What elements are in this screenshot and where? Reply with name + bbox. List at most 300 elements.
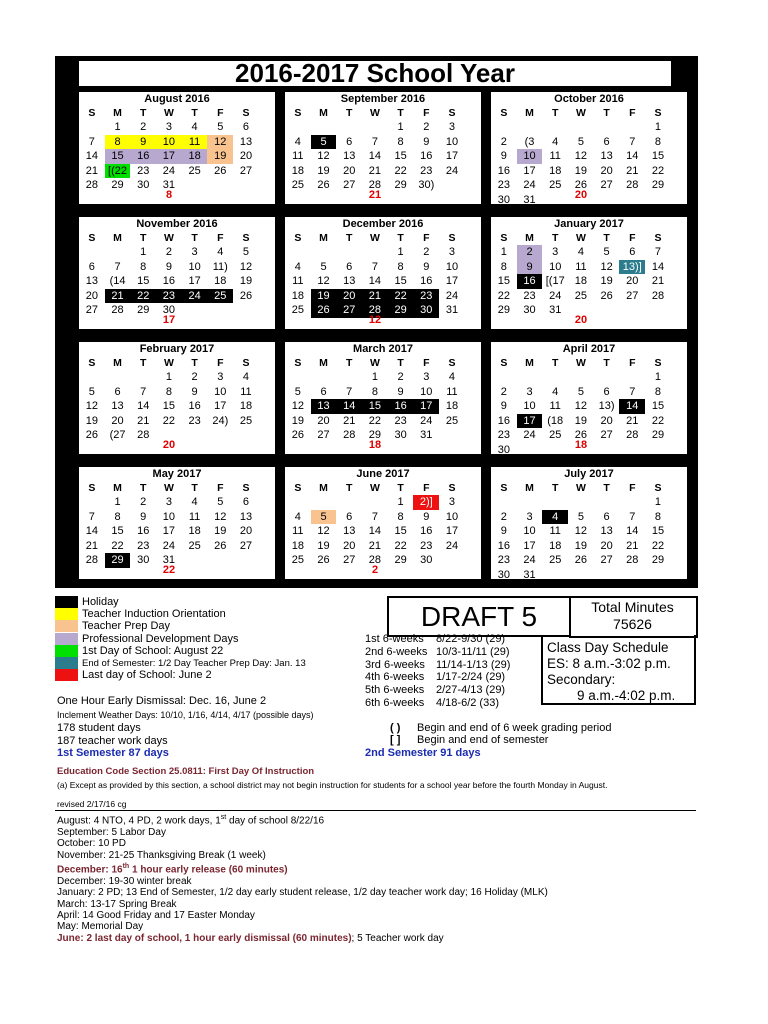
week-row bbox=[285, 274, 465, 289]
day-cell: 24 bbox=[549, 289, 562, 302]
day-cell: 27 bbox=[343, 554, 356, 566]
week-row bbox=[285, 245, 465, 260]
day-cell: 13 bbox=[111, 400, 124, 412]
day-cell: 27 bbox=[626, 289, 639, 302]
day-cell: 8 bbox=[397, 260, 404, 273]
day-cell: 9 bbox=[423, 135, 430, 148]
day-grid bbox=[79, 120, 259, 193]
day-cell: 11) bbox=[212, 260, 228, 273]
legend-label: Teacher Prep Day bbox=[82, 620, 171, 633]
weekday-label: F bbox=[423, 357, 430, 369]
day-cell: 14 bbox=[85, 150, 98, 162]
day-cell: 14 bbox=[626, 525, 639, 537]
day-cell: 12 bbox=[291, 400, 304, 412]
day-cell: 27 bbox=[600, 179, 613, 191]
day-cell bbox=[619, 495, 645, 510]
weekday-label: S bbox=[294, 482, 302, 494]
day-cell: 2 bbox=[165, 246, 172, 258]
day-cell: 20 bbox=[600, 539, 613, 552]
day-cell: 10 bbox=[523, 525, 536, 537]
day-cell: 3 bbox=[191, 246, 198, 258]
day-cell bbox=[285, 245, 311, 260]
day-cell bbox=[362, 245, 388, 260]
day-cell bbox=[285, 370, 311, 385]
day-cell bbox=[362, 495, 388, 510]
day-cell: 16 bbox=[188, 400, 201, 412]
weekday-label: W bbox=[575, 482, 586, 494]
day-cell: 9 bbox=[140, 510, 147, 523]
weekday-label: S bbox=[88, 232, 96, 244]
day-cell: 4 bbox=[242, 371, 250, 383]
day-cell: 31 bbox=[162, 554, 176, 566]
day-cell: 21 bbox=[137, 414, 150, 427]
day-cell: 15 bbox=[362, 399, 388, 414]
day-cell bbox=[105, 245, 131, 260]
day-cell: 5 bbox=[217, 496, 224, 508]
day-cell: 17 bbox=[214, 400, 227, 412]
weekday-label: S bbox=[242, 357, 250, 369]
weekday-label: S bbox=[654, 357, 662, 369]
weekday-label: S bbox=[242, 482, 250, 494]
day-cell: 15 bbox=[137, 275, 150, 287]
day-cell bbox=[336, 370, 362, 385]
week-row bbox=[285, 385, 465, 400]
weekday-label: T bbox=[552, 482, 559, 494]
weekday-label: T bbox=[140, 232, 147, 244]
semester-symbol: [ ] bbox=[390, 734, 401, 746]
grading-period-range: 11/14-1/13 (29) bbox=[436, 658, 511, 671]
day-cell: 3 bbox=[526, 385, 533, 398]
day-cell: 23 bbox=[137, 164, 150, 177]
day-cell: 10 bbox=[517, 149, 543, 164]
instruction-day-count: 18 bbox=[368, 439, 382, 451]
weekday-label: M bbox=[525, 482, 534, 494]
semester-text: Begin and end of semester bbox=[417, 734, 549, 746]
day-cell: 7 bbox=[629, 385, 636, 398]
day-cell: 6 bbox=[603, 385, 610, 398]
day-cell bbox=[362, 120, 388, 135]
six-weeks-list bbox=[365, 633, 540, 710]
day-cell: 10 bbox=[549, 260, 562, 273]
day-cell: 22 bbox=[130, 289, 156, 304]
day-cell: 25 bbox=[574, 289, 588, 302]
day-cell bbox=[79, 245, 105, 260]
day-cell: (14 bbox=[109, 275, 126, 287]
day-cell: 30 bbox=[420, 554, 433, 566]
weekday-label: S bbox=[500, 357, 508, 369]
day-cell: 16 bbox=[517, 274, 543, 289]
week-row bbox=[79, 414, 259, 429]
day-cell: 29 bbox=[105, 553, 131, 568]
note-apr: April: 14 Good Friday and 17 Easter Monday bbox=[57, 909, 255, 921]
week-row bbox=[285, 370, 465, 385]
day-cell: 7 bbox=[371, 135, 378, 148]
day-cell: 2 bbox=[517, 245, 543, 260]
day-cell: 27 bbox=[336, 303, 362, 318]
day-cell bbox=[336, 120, 362, 135]
day-cell: 27 bbox=[600, 429, 613, 441]
day-cell: 28 bbox=[626, 429, 639, 441]
weekday-label: T bbox=[140, 482, 147, 494]
day-cell: 22 bbox=[497, 289, 510, 302]
weekday-label: W bbox=[575, 107, 586, 119]
day-cell: 9 bbox=[165, 260, 172, 273]
day-cell: 23 bbox=[156, 289, 182, 304]
day-cell: 5 bbox=[217, 121, 224, 133]
instruction-day-count: 20 bbox=[574, 189, 588, 201]
legend-swatch bbox=[55, 669, 78, 681]
day-cell: 13 bbox=[600, 150, 613, 162]
day-cell: 15 bbox=[394, 275, 407, 287]
early-dismissal: One Hour Early Dismissal: Dec. 16, June 2 bbox=[57, 695, 267, 707]
day-cell: 3 bbox=[552, 246, 559, 258]
student-days: 178 student days bbox=[57, 722, 141, 734]
day-cell: 18 bbox=[291, 539, 304, 552]
grading-period bbox=[365, 697, 540, 710]
note-nov: November: 21-25 Thanksgiving Break (1 week) bbox=[57, 849, 266, 861]
week-row bbox=[79, 245, 259, 260]
day-cell: 30) bbox=[418, 179, 435, 191]
day-cell: 24 bbox=[445, 539, 459, 552]
day-cell: 5 bbox=[320, 260, 327, 273]
day-cell: 31 bbox=[523, 568, 536, 581]
weekday-label: F bbox=[217, 357, 224, 369]
day-cell: 18 bbox=[214, 275, 227, 287]
day-cell: 16 bbox=[420, 525, 433, 537]
day-cell: 19 bbox=[239, 275, 253, 287]
day-cell: 21 bbox=[85, 164, 98, 177]
day-cell: 20 bbox=[600, 164, 613, 177]
weekday-label: T bbox=[397, 232, 404, 244]
day-cell: 23 bbox=[413, 289, 439, 304]
day-cell: 12 bbox=[574, 400, 588, 412]
month-name: September 2016 bbox=[340, 93, 426, 105]
day-cell bbox=[517, 120, 543, 135]
day-cell: 23 bbox=[420, 164, 433, 177]
legend-label: Holiday bbox=[82, 596, 119, 609]
week-row bbox=[285, 135, 465, 150]
day-cell: (18 bbox=[547, 414, 564, 427]
day-cell: 29 bbox=[394, 179, 407, 191]
day-cell bbox=[285, 495, 311, 510]
day-cell: 26 bbox=[214, 164, 227, 177]
weekday-label: W bbox=[163, 357, 174, 369]
day-cell: 6 bbox=[114, 385, 121, 398]
day-cell: 8 bbox=[654, 135, 662, 148]
day-cell: 8 bbox=[397, 510, 404, 523]
day-cell: 4 bbox=[552, 135, 559, 148]
instruction-day-count: 20 bbox=[574, 314, 588, 326]
day-cell: 1 bbox=[654, 371, 662, 383]
day-cell: 3 bbox=[448, 121, 456, 133]
instruction-day-count: 18 bbox=[574, 439, 588, 451]
note-may: May: Memorial Day bbox=[57, 921, 144, 933]
edcode-text: (a) Except as provided by this section, a school district may not begin instruction for students for a school year before the fourth Monday in August. bbox=[57, 780, 608, 790]
day-cell: 23 bbox=[523, 289, 536, 302]
day-cell bbox=[130, 370, 156, 385]
day-cell: 28 bbox=[362, 303, 388, 318]
weekday-label: T bbox=[191, 107, 198, 119]
day-grid bbox=[491, 495, 671, 582]
grading-period-range: 4/18-6/2 (33) bbox=[436, 696, 499, 709]
weekday-label: F bbox=[217, 482, 224, 494]
weekday-label: M bbox=[113, 357, 122, 369]
day-cell: 26 bbox=[85, 429, 98, 441]
day-cell: 5 bbox=[242, 246, 250, 258]
total-minutes-box bbox=[569, 596, 698, 638]
weekday-label: M bbox=[319, 232, 328, 244]
day-grid bbox=[79, 245, 259, 318]
week-row bbox=[79, 274, 259, 289]
day-cell: 18 bbox=[445, 400, 459, 412]
day-grid bbox=[285, 370, 465, 443]
day-cell: 10 bbox=[523, 400, 536, 412]
weekday-header bbox=[285, 482, 465, 494]
day-cell bbox=[285, 120, 311, 135]
day-cell: 26 bbox=[574, 554, 588, 566]
note-jun: June: 2 last day of school, 1 hour early dismissal (60 minutes); 5 Teacher work day bbox=[57, 932, 444, 944]
week-row bbox=[285, 524, 465, 539]
day-cell: 31 bbox=[162, 179, 176, 191]
day-cell: 28 bbox=[626, 179, 639, 191]
weekday-label: T bbox=[552, 357, 559, 369]
weekday-label: S bbox=[88, 357, 96, 369]
day-cell: 25 bbox=[549, 429, 562, 441]
day-cell: 7 bbox=[346, 385, 353, 398]
day-cell: 5 bbox=[603, 246, 610, 258]
day-cell: 11 bbox=[446, 385, 458, 398]
day-cell: 5 bbox=[311, 510, 337, 525]
month-card bbox=[79, 92, 275, 204]
day-cell: 2 bbox=[500, 385, 507, 398]
weekday-label: T bbox=[191, 232, 198, 244]
day-cell: 24 bbox=[523, 429, 536, 441]
instruction-day-count: 17 bbox=[162, 314, 176, 326]
month-card bbox=[491, 467, 687, 579]
week-row bbox=[79, 260, 259, 275]
week-row bbox=[79, 370, 259, 385]
weekday-header bbox=[491, 107, 671, 119]
day-cell: 2 bbox=[423, 121, 430, 133]
legend-item bbox=[55, 669, 385, 681]
legend-item bbox=[55, 608, 385, 620]
month-card bbox=[285, 467, 481, 579]
day-cell: 27 bbox=[343, 179, 356, 191]
day-cell: 22 bbox=[162, 414, 176, 427]
day-cell: 2 bbox=[140, 121, 147, 133]
day-cell: 6 bbox=[629, 246, 636, 258]
day-cell: 23 bbox=[394, 414, 407, 427]
month-card bbox=[79, 342, 275, 454]
weekday-label: S bbox=[242, 232, 250, 244]
week-row bbox=[79, 164, 259, 179]
month-name: August 2016 bbox=[144, 93, 210, 105]
day-cell: 29 bbox=[388, 303, 414, 318]
day-cell: 8 bbox=[140, 260, 147, 273]
day-cell: 10 bbox=[162, 510, 176, 523]
weekday-label: F bbox=[423, 482, 430, 494]
day-cell: 25 bbox=[549, 554, 562, 566]
day-cell: 13 bbox=[85, 275, 98, 287]
day-cell: 19 bbox=[317, 539, 330, 552]
day-cell bbox=[79, 495, 105, 510]
weekday-label: T bbox=[603, 357, 610, 369]
day-cell: 23 bbox=[420, 539, 433, 552]
weekday-header bbox=[491, 357, 671, 369]
legend-swatch bbox=[55, 645, 78, 657]
week-row bbox=[79, 120, 259, 135]
day-cell bbox=[517, 370, 543, 385]
note-jan: January: 2 PD; 13 End of Semester, 1/2 day early student release, 1/2 day teacher work day; 16 Holiday (MLK) bbox=[57, 887, 548, 899]
note-mar: March: 13-17 Spring Break bbox=[57, 898, 177, 910]
weekday-label: S bbox=[448, 357, 456, 369]
week-row bbox=[285, 120, 465, 135]
day-cell: 26 bbox=[574, 179, 588, 191]
week-row bbox=[79, 510, 259, 525]
day-cell: 21 bbox=[343, 414, 356, 427]
weekday-label: T bbox=[191, 357, 198, 369]
day-cell: 5 bbox=[88, 385, 95, 398]
day-cell: 9 bbox=[423, 260, 430, 273]
day-cell: 2)] bbox=[413, 495, 439, 510]
weekday-label: F bbox=[629, 357, 636, 369]
week-row bbox=[79, 399, 259, 414]
day-cell: 25 bbox=[549, 179, 562, 191]
day-cell: 24 bbox=[523, 554, 536, 566]
day-cell: 21 bbox=[626, 539, 639, 552]
day-cell: 11 bbox=[549, 150, 561, 162]
day-cell: 29 bbox=[111, 179, 124, 191]
day-cell: 15 bbox=[497, 275, 510, 287]
week-row bbox=[491, 568, 671, 583]
day-cell: 24 bbox=[445, 164, 459, 177]
day-grid bbox=[285, 495, 465, 568]
month-name: December 2016 bbox=[342, 218, 424, 230]
weekday-label: M bbox=[525, 357, 534, 369]
day-cell: 4 bbox=[577, 246, 584, 258]
day-cell: 6 bbox=[242, 496, 250, 508]
grading-period bbox=[365, 633, 540, 646]
day-cell: 24 bbox=[162, 164, 176, 177]
day-cell: 6 bbox=[346, 135, 353, 148]
day-cell: 12 bbox=[600, 260, 613, 273]
weekday-label: W bbox=[575, 357, 586, 369]
grading-period-label: 1st 6-weeks bbox=[365, 633, 424, 645]
day-cell: 16 bbox=[497, 164, 510, 177]
day-cell: 1 bbox=[654, 496, 662, 508]
day-cell: 18 bbox=[549, 539, 562, 552]
month-name: April 2017 bbox=[562, 343, 616, 355]
day-cell: 4 bbox=[191, 121, 198, 133]
day-cell: 3 bbox=[165, 496, 172, 508]
day-cell: 28 bbox=[85, 554, 98, 566]
day-cell: 5 bbox=[577, 510, 584, 523]
day-cell bbox=[311, 370, 337, 385]
schedule-es: ES: 8 a.m.-3:02 p.m. bbox=[547, 656, 671, 671]
day-cell: 20 bbox=[343, 164, 356, 177]
legend-item bbox=[55, 645, 385, 657]
day-cell: 7 bbox=[140, 385, 147, 398]
grading-period-label: 6th 6-weeks bbox=[365, 696, 425, 709]
day-cell: 15 bbox=[651, 525, 665, 537]
weekday-label: T bbox=[552, 232, 559, 244]
day-cell: 22 bbox=[651, 539, 665, 552]
weekday-header bbox=[79, 482, 259, 494]
day-cell: 2 bbox=[500, 510, 507, 523]
day-cell: 4 bbox=[191, 496, 198, 508]
schedule-secondary: 9 a.m.-4:02 p.m. bbox=[577, 688, 676, 703]
day-cell: 6 bbox=[320, 385, 327, 398]
day-grid bbox=[491, 245, 671, 318]
day-cell: 9 bbox=[397, 385, 404, 398]
month-card bbox=[79, 217, 275, 329]
day-cell: 2 bbox=[500, 135, 507, 148]
day-cell: 23 bbox=[497, 554, 510, 566]
schedule-secondary-label: Secondary: bbox=[547, 672, 616, 687]
day-cell: 12 bbox=[239, 260, 253, 273]
legend-label: Teacher Induction Orientation bbox=[82, 608, 226, 621]
day-cell: 22 bbox=[394, 539, 407, 552]
week-row bbox=[491, 370, 671, 385]
day-cell: 12 bbox=[317, 275, 330, 287]
grading-symbol: ( ) bbox=[390, 722, 401, 734]
weekday-label: T bbox=[603, 232, 610, 244]
weekday-label: S bbox=[294, 107, 302, 119]
day-cell: 14 bbox=[85, 525, 98, 537]
weekday-label: W bbox=[369, 107, 380, 119]
weekday-label: T bbox=[397, 482, 404, 494]
day-cell: 16 bbox=[420, 150, 433, 162]
day-cell: 11 bbox=[292, 275, 304, 287]
weekday-label: T bbox=[552, 107, 559, 119]
weekday-label: F bbox=[217, 107, 224, 119]
day-cell: 7 bbox=[88, 510, 95, 523]
day-cell: 28 bbox=[85, 179, 98, 191]
weekday-label: M bbox=[113, 232, 122, 244]
day-cell: 17 bbox=[523, 539, 536, 552]
legend-swatch bbox=[55, 633, 78, 645]
day-cell: 25 bbox=[291, 179, 304, 191]
day-cell bbox=[645, 568, 671, 583]
day-cell: 9 bbox=[130, 135, 156, 150]
day-cell: 8 bbox=[654, 385, 662, 398]
weekday-label: W bbox=[163, 107, 174, 119]
day-cell: 17 bbox=[445, 275, 459, 287]
day-cell: 6 bbox=[346, 260, 353, 273]
day-cell: 21 bbox=[626, 414, 639, 427]
weekday-label: M bbox=[113, 107, 122, 119]
weather-days: Inclement Weather Days: 10/10, 1/16, 4/14, 4/17 (possible days) bbox=[57, 710, 314, 720]
day-cell: 30 bbox=[137, 554, 150, 566]
day-cell: 12 bbox=[214, 510, 227, 523]
day-cell: 26 bbox=[574, 429, 588, 441]
day-cell: 2 bbox=[140, 496, 147, 508]
week-row bbox=[79, 539, 259, 554]
draft-label: DRAFT 5 bbox=[387, 596, 571, 637]
weekday-label: S bbox=[500, 107, 508, 119]
weekday-label: M bbox=[319, 107, 328, 119]
day-cell: 19 bbox=[317, 164, 330, 177]
semester-1-days: 1st Semester 87 days bbox=[57, 747, 169, 759]
day-cell: 11 bbox=[549, 525, 561, 537]
weekday-label: M bbox=[113, 482, 122, 494]
week-row bbox=[285, 414, 465, 429]
weekday-label: M bbox=[525, 232, 534, 244]
week-row bbox=[285, 510, 465, 525]
day-cell: 18 bbox=[291, 289, 304, 302]
weekday-label: F bbox=[629, 232, 636, 244]
day-cell: 12 bbox=[207, 135, 233, 150]
